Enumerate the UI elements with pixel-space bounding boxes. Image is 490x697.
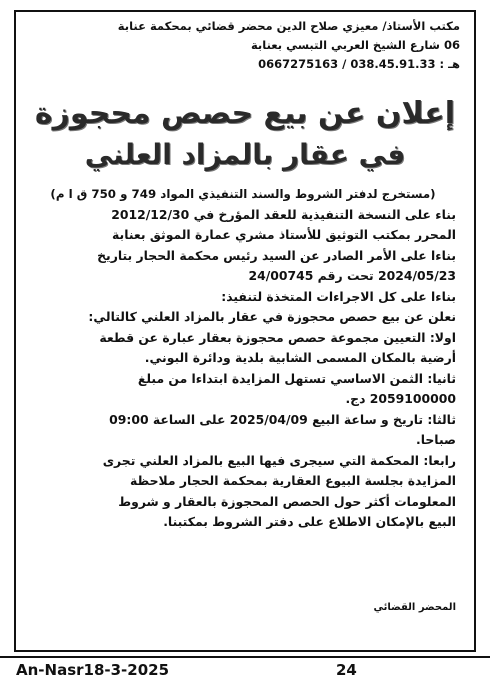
body-line: صباحا. — [416, 432, 456, 447]
publication-date: An-Nasr18-3-2025 — [16, 661, 170, 679]
footer-divider — [0, 656, 490, 658]
announcement-body — [30, 184, 456, 533]
bailiff-office-header — [20, 17, 460, 74]
office-address: 06 شارع الشيخ العربي التبسي بعنابة — [250, 38, 460, 52]
body-line: بناءا على كل الاجراءات المتخذة لتنفيذ: — [221, 288, 456, 304]
body-line: 2024/05/23 تحت رقم 24/00745 — [248, 268, 456, 283]
body-line: ثانيا: الثمن الاساسي تستهل المزايدة ابتداءا من مبلغ — [137, 370, 456, 386]
body-line: أرضية بالمكان المسمى الشابية بلدية ودائرة البوني. — [144, 350, 456, 365]
body-line: المحرر بمكتب التوثيق للأستاذ مشري عمارة الموثق بعنابة — [112, 227, 456, 242]
body-line: المزايدة بجلسة البيوع العقارية بمحكمة الحجار ملاحظة — [130, 473, 456, 488]
body-line: ثالثا: تاريخ و ساعة البيع 2025/04/09 على الساعة 09:00 — [109, 411, 456, 427]
body-line: المعلومات أكثر حول الحصص المحجوزة بالعقار و شروط — [118, 493, 456, 509]
body-line: البيع بالإمكان الاطلاع على دفتر الشروط بمكتبنا. — [163, 514, 456, 529]
body-line: رابعا: المحكمة التي سيجرى فيها البيع بالمزاد العلني تجرى — [102, 452, 456, 468]
headline-line-1: إعلان عن بيع حصص محجوزة — [34, 96, 456, 131]
body-line: 2059100000 دج. — [345, 391, 456, 406]
body-line: نعلن عن بيع حصص محجوزة في عقار بالمزاد العلني كالتالي: — [88, 309, 456, 324]
headline-line-2: في عقار بالمزاد العلني — [84, 138, 406, 171]
page-number: 24 — [336, 661, 357, 679]
body-subtitle: (مستخرج لدفتر الشروط والسند التنفيذي المواد 749 و 750 ق ا م) — [50, 187, 436, 201]
signature-label: المحضر القضائي — [373, 602, 456, 613]
body-line: بناءا على الأمر الصادر عن السيد رئيس محكمة الحجار بتاريخ — [97, 247, 456, 263]
body-line: اولا: التعيين مجموعة حصص محجوزة بعقار عبارة عن قطعة — [99, 329, 456, 345]
body-line: بناء على النسخة التنفيذية للعقد المؤرخ في 2012/12/30 — [111, 206, 456, 222]
office-phones: هـ : 038.45.91.33 / 0667275163 — [258, 57, 460, 71]
office-name: مكتب الأستاذ/ معيزي صلاح الدين محضر قضائي بمحكمة عنابة — [117, 19, 460, 33]
